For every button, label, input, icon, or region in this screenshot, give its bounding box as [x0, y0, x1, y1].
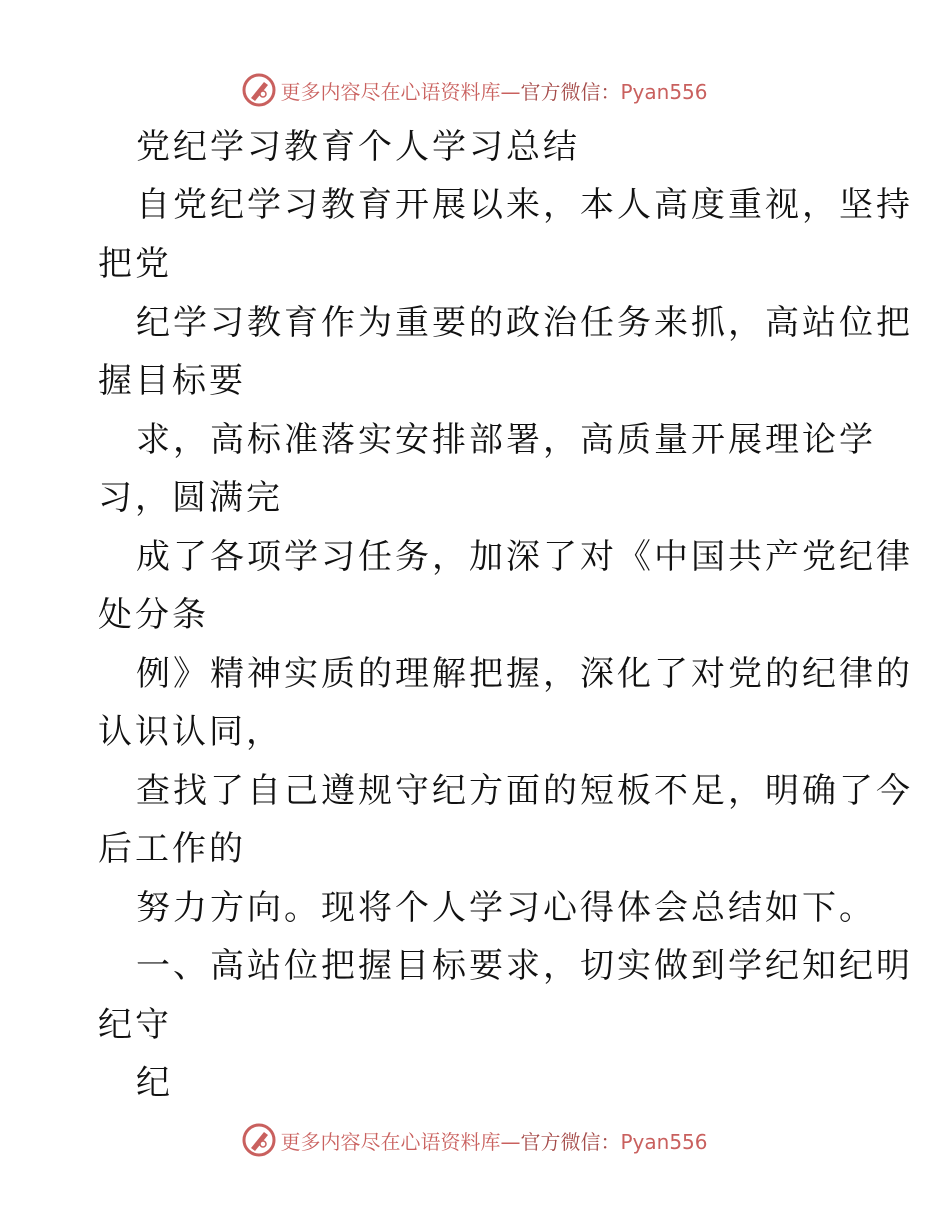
section-heading-continued: 纪 — [136, 1063, 173, 1103]
banner-dash: — — [500, 1129, 521, 1154]
paragraph-line: 例》精神实质的理解把握，深化了对党的纪律的 — [136, 654, 913, 694]
banner-dash: — — [500, 79, 521, 104]
banner-text — [280, 1126, 707, 1155]
paragraph-line: 后工作的 — [98, 829, 246, 869]
section-heading-continued: 纪守 — [98, 1005, 172, 1045]
document-title: 党纪学习教育个人学习总结 — [136, 127, 580, 167]
banner-wechat-id: Pyan556 — [620, 79, 708, 104]
paragraph-line: 处分条 — [98, 595, 209, 635]
pen-logo-icon — [242, 73, 276, 107]
pen-logo-icon — [242, 1123, 276, 1157]
paragraph-line: 纪学习教育作为重要的政治任务来抓，高站位把 — [136, 303, 913, 343]
paragraph-line: 努力方向。现将个人学习心得体会总结如下。 — [136, 888, 876, 928]
banner-text — [280, 76, 707, 105]
banner-official-label: 官方微信： — [520, 1129, 621, 1154]
section-heading: 一、高站位把握目标要求，切实做到学纪知纪明 — [136, 946, 913, 986]
paragraph-line: 习，圆满完 — [98, 478, 283, 518]
paragraph-line: 把党 — [98, 244, 172, 284]
banner-wechat-id: Pyan556 — [620, 1129, 708, 1154]
banner-official-label: 官方微信： — [520, 79, 621, 104]
header-banner — [0, 70, 950, 110]
paragraph-line: 自党纪学习教育开展以来，本人高度重视，坚持 — [136, 185, 913, 225]
paragraph-line: 握目标要 — [98, 361, 246, 401]
banner-main-text: 更多内容尽在心语资料库 — [280, 79, 501, 104]
banner-main-text: 更多内容尽在心语资料库 — [280, 1129, 501, 1154]
paragraph-line: 求，高标准落实安排部署，高质量开展理论学 — [136, 420, 876, 460]
paragraph-line: 查找了自己遵规守纪方面的短板不足，明确了今 — [136, 771, 913, 811]
paragraph-line: 认识认同， — [98, 712, 283, 752]
paragraph-line: 成了各项学习任务，加深了对《中国共产党纪律 — [136, 537, 913, 577]
footer-banner — [0, 1120, 950, 1160]
